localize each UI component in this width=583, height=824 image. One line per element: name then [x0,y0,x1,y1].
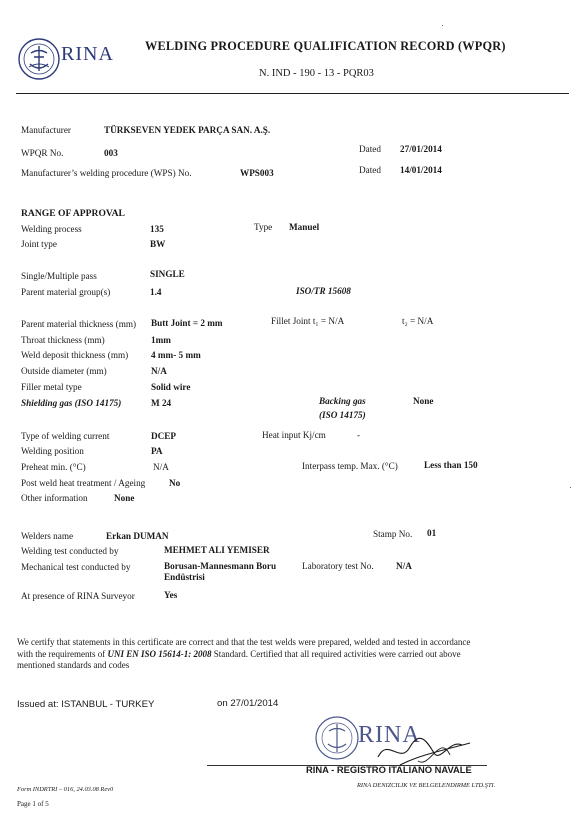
preheat-label: Preheat min. (°C) [21,462,86,472]
welding-process-value: 135 [150,224,164,234]
stamp-denizcilik: RINA DENIZCILIK VE BELGELENDIRME LTD.ŞTI. [357,782,496,789]
wpqr-value: 003 [104,148,118,158]
current-label: Type of welding current [21,431,110,441]
heat-input-label: Heat input Kj/cm [262,430,326,440]
cert-line-1: We certify that statements in this certificate are correct and that the test welds were prepared, welded and tested in accordance [17,637,471,647]
welder-name-value: Erkan DUMAN [106,531,169,541]
other-info-value: None [114,493,135,503]
outside-diameter-value: N/A [151,366,167,376]
deposit-value: 4 mm- 5 mm [151,350,201,360]
logo-text: RINA [61,43,114,65]
cert-line-2a: with the requirements of [17,648,108,659]
type-value: Manuel [289,222,320,232]
issued-at: Issued at: ISTANBUL - TURKEY [17,699,155,710]
stamp-label: Stamp No. [373,529,413,539]
position-value: PA [151,446,163,456]
other-info-label: Other information [21,493,88,503]
wps-value: WPS003 [240,168,274,178]
surveyor-label: At presence of RINA Surveyor [21,591,135,601]
stamp-rina-text: RINA [358,722,421,748]
throat-value: 1mm [151,335,171,345]
throat-label: Throat thickness (mm) [21,335,105,345]
joint-type-value: BW [150,239,166,249]
welding-test-label: Welding test conducted by [21,546,119,556]
pwht-label: Post weld heat treatment / Ageing [21,478,146,488]
wps-label: Manufacturer’s welding procedure (WPS) No. [21,168,192,178]
interpass-label: Interpass temp. Max. (°C) [302,461,398,471]
parent-group-value: 1.4 [150,287,162,297]
document-reference: N. IND - 190 - 13 - PQR03 [259,68,374,79]
fillet-joint-value: Fillet Joint t₁ = N/A [271,316,345,326]
pass-value: SINGLE [150,269,185,279]
mechanical-test-value: Borusan-Mannesmann Boru [164,561,277,571]
issued-on: on 27/01/2014 [217,698,279,709]
pwht-value: No [169,478,181,488]
parent-group-label: Parent material group(s) [21,287,111,297]
heat-input-value: - [357,430,361,440]
manufacturer-value: TÜRKSEVEN YEDEK PARÇA SAN. A.Ş. [104,125,271,135]
lab-test-value: N/A [396,561,412,571]
butt-joint-value: Butt Joint = 2 mm [151,318,223,328]
current-value: DCEP [151,431,177,441]
outside-diameter-label: Outside diameter (mm) [21,366,107,376]
scan-speck [442,25,443,26]
pass-label: Single/Multiple pass [21,271,97,281]
mechanical-test-label: Mechanical test conducted by [21,562,131,572]
lab-test-label: Laboratory test No. [302,561,374,571]
interpass-value: Less than 150 [424,460,478,470]
backing-gas-value: None [413,396,434,406]
dated-label-1: Dated [359,144,381,154]
backing-gas-standard: (ISO 14175) [319,410,366,420]
position-label: Welding position [21,446,84,456]
scan-speck [570,487,571,488]
mechanical-test-value-cont: Endüstrisi [164,572,205,582]
dated-value-1: 27/01/2014 [400,144,442,154]
parent-group-standard: ISO/TR 15608 [296,286,351,296]
cert-standard: UNI EN ISO 15614-1: 2008 [107,648,212,659]
t2-value: t₂ = N/A [402,316,434,326]
cert-line-2b: Standard. Certified that all required activities were carried out above [211,648,461,659]
form-reference: Form INDRTRI – 016, 24.03.08 Rev0 [17,786,114,793]
stamp-value: 01 [427,528,437,538]
rina-logo [17,37,61,81]
stamp-registro: RINA - REGISTRO ITALIANO NAVALE [306,764,472,775]
deposit-label: Weld deposit thickness (mm) [21,350,129,360]
filler-label: Filler metal type [21,382,82,392]
wpqr-label: WPQR No. [21,148,64,158]
welding-test-value: MEHMET ALI YEMISER [164,545,270,555]
range-heading: RANGE OF APPROVAL [21,208,125,219]
dated-label-2: Dated [359,165,381,175]
cert-line-3: mentioned standards and codes [17,660,130,670]
rina-emblem-icon [17,37,61,81]
header-divider [16,93,569,94]
thickness-label: Parent material thickness (mm) [21,319,137,329]
surveyor-value: Yes [164,590,178,600]
shielding-gas-value: M 24 [151,398,172,408]
page-title: WELDING PROCEDURE QUALIFICATION RECORD (WPQR) [145,39,506,53]
shielding-gas-label: Shielding gas (ISO 14175) [21,398,122,408]
manufacturer-label: Manufacturer [21,125,71,135]
backing-gas-label: Backing gas [319,396,366,406]
welding-process-label: Welding process [21,224,82,234]
preheat-value: N/A [153,462,169,472]
type-label: Type [254,222,273,232]
joint-type-label: Joint type [21,239,57,249]
certification-statement [17,637,563,672]
dated-value-2: 14/01/2014 [400,165,442,175]
welder-name-label: Welders name [21,531,74,541]
filler-value: Solid wire [151,382,191,392]
page-number: Page 1 of 5 [17,800,49,808]
